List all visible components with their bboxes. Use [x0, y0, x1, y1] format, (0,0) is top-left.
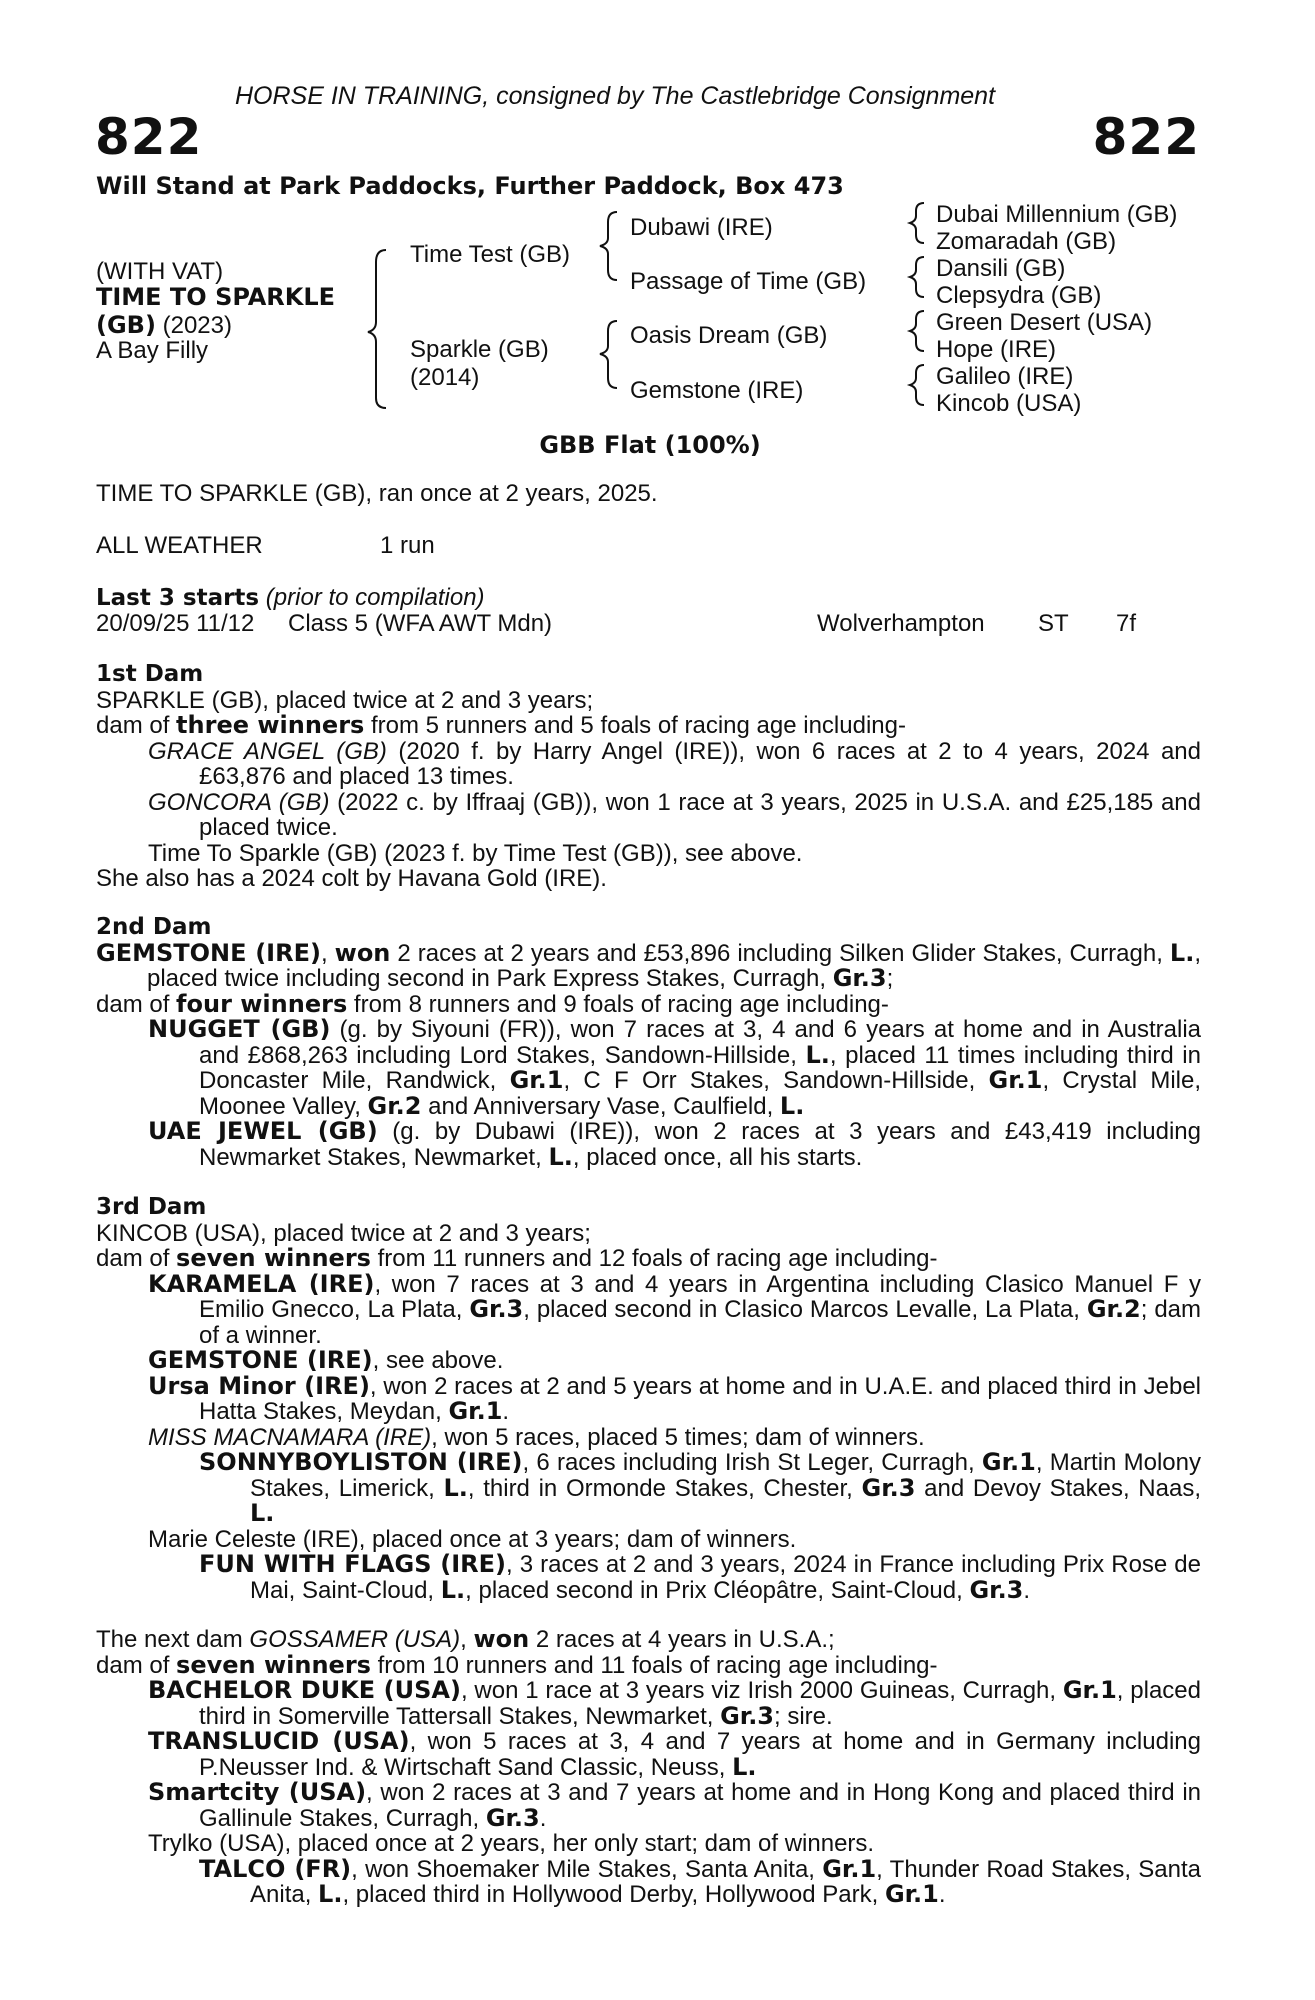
pedigree-g7: Galileo (IRE)	[936, 363, 1074, 390]
horse-country: (GB)	[96, 311, 156, 339]
brace-sire	[600, 212, 617, 280]
pedigree-sire-dam: Passage of Time (GB)	[630, 268, 867, 295]
lot-number-right: 822	[1092, 108, 1200, 166]
pedigree-g8: Kincob (USA)	[936, 390, 1082, 417]
brace-g4	[910, 365, 924, 405]
pedigree-g1: Dubai Millennium (GB)	[936, 201, 1178, 228]
pedigree-dam: Sparkle (GB)	[410, 336, 549, 363]
produce-nugget: NUGGET (GB) (g. by Siyouni (FR)), won 7 races at 3, 4 and 6 years at home and in Australia and £868,263 including Lord Stakes, Sandown-Hillside, L., placed 11 times including third in Doncaster Mile, Randwick, Gr.1, C F Orr Stakes, Sandown-Hillside, Gr.1, Crystal Mile, Moonee Valley, Gr.2 and Anniversary Vase, Caulfield, L.	[148, 1015, 1202, 1120]
next-dam-line: The next dam GOSSAMER (USA), won 2 races at 4 years in U.S.A.;	[96, 1625, 835, 1653]
record-surface: ALL WEATHER	[96, 532, 263, 559]
pedigree-dam-sire: Oasis Dream (GB)	[630, 322, 828, 349]
produce-fun-with-flags: FUN WITH FLAGS (IRE), 3 races at 2 and 3 years, 2024 in France including Prix Rose de Mai, Saint-Cloud, L., placed second in Prix Cléopâtre, Saint-Cloud, Gr.3.	[199, 1550, 1201, 1604]
first-dam-produce-line: dam of three winners from 5 runners and 5 foals of racing age including-	[96, 711, 906, 739]
next-dam-section	[96, 1627, 1201, 1908]
first-dam-line: SPARKLE (GB), placed twice at 2 and 3 years;	[96, 686, 594, 714]
pedigree-sire-sire: Dubawi (IRE)	[630, 214, 773, 241]
horse-year: (2023)	[162, 312, 232, 339]
produce-miss-macnamara: MISS MACNAMARA (IRE), won 5 races, placed 5 times; dam of winners.	[148, 1423, 925, 1451]
vat-label: (WITH VAT)	[96, 258, 224, 285]
pedigree-dam-year: (2014)	[410, 364, 480, 391]
pedigree-dam-dam: Gemstone (IRE)	[630, 377, 804, 404]
first-dam-section	[96, 662, 1201, 892]
second-dam-section	[96, 915, 1201, 1170]
pedigree-g3: Dansili (GB)	[936, 255, 1066, 282]
gbb-rating: GBB Flat (100%)	[539, 431, 761, 459]
third-dam-heading: 3rd Dam	[96, 1194, 207, 1220]
produce-talco: TALCO (FR), won Shoemaker Mile Stakes, Santa Anita, Gr.1, Thunder Road Stakes, Santa Anita, L., placed third in Hollywood Derby, Hollywood Park, Gr.1.	[199, 1854, 1201, 1908]
produce-marie-celeste: Marie Celeste (IRE), placed once at 3 years; dam of winners.	[148, 1525, 797, 1553]
last-starts-note: (prior to compilation)	[265, 584, 485, 611]
brace-g3	[910, 311, 924, 351]
produce-bachelor-duke: BACHELOR DUKE (USA), won 1 race at 3 years viz Irish 2000 Guineas, Curragh, Gr.1, placed third in Somerville Tattersall Stakes, Newmarket, Gr.3; sire.	[148, 1676, 1201, 1730]
brace-g2	[910, 257, 924, 297]
race-summary: TIME TO SPARKLE (GB), ran once at 2 years, 2025.	[96, 480, 658, 507]
record-runs: 1 run	[380, 532, 435, 559]
pedigree-g2: Zomaradah (GB)	[936, 228, 1117, 255]
produce-sonnyboyliston: SONNYBOYLISTON (IRE), 6 races including Irish St Leger, Curragh, Gr.1, Martin Molony Stakes, Limerick, L., third in Ormonde Stakes, Chester, Gr.3 and Devoy Stakes, Naas, L.	[199, 1448, 1201, 1527]
third-dam-line: KINCOB (USA), placed twice at 2 and 3 years;	[96, 1219, 591, 1247]
next-dam-produce-line: dam of seven winners from 10 runners and 11 foals of racing age including-	[96, 1650, 938, 1679]
first-dam-heading: 1st Dam	[96, 661, 204, 687]
run-distance: 7f	[1116, 610, 1137, 637]
produce-smartcity: Smartcity (USA), won 2 races at 3 and 7 years at home and in Hong Kong and placed third in Gallinule Stakes, Curragh, Gr.3.	[148, 1778, 1202, 1832]
run-date-position: 20/09/25 11/12	[96, 610, 255, 637]
last-starts-heading	[96, 585, 485, 612]
consignment-line: HORSE IN TRAINING, consigned by The Castlebridge Consignment	[235, 82, 996, 110]
second-dam-heading: 2nd Dam	[96, 914, 212, 940]
second-dam-produce-line: dam of four winners from 8 runners and 9 foals of racing age including-	[96, 989, 889, 1018]
third-dam-produce-line: dam of seven winners from 11 runners and 12 foals of racing age including-	[96, 1244, 938, 1272]
produce-uae-jewel: UAE JEWEL (GB) (g. by Dubawi (IRE)), won 2 races at 3 years and £43,419 including Newmarket Stakes, Newmarket, L., placed once, all his starts.	[148, 1117, 1202, 1171]
third-dam-section	[96, 1195, 1201, 1603]
run-race-class: Class 5 (WFA AWT Mdn)	[288, 610, 553, 637]
lot-number-left: 822	[95, 108, 203, 166]
pedigree-g6: Hope (IRE)	[936, 336, 1057, 363]
first-dam-also: She also has a 2024 colt by Havana Gold (IRE).	[96, 865, 607, 892]
pedigree-g4: Clepsydra (GB)	[936, 282, 1102, 309]
pedigree-g5: Green Desert (USA)	[936, 309, 1153, 336]
pedigree-sire: Time Test (GB)	[410, 241, 571, 268]
produce-time-to-sparkle: Time To Sparkle (GB) (2023 f. by Time Test (GB)), see above.	[148, 839, 803, 867]
produce-translucid: TRANSLUCID (USA), won 5 races at 3, 4 and 7 years at home and in Germany including P.Neusser Ind. & Wirtschaft Sand Classic, Neuss, L.	[148, 1727, 1201, 1781]
brace-dam	[600, 321, 617, 388]
produce-ursa-minor: Ursa Minor (IRE), won 2 races at 2 and 5 years at home and in U.A.E. and placed third in Jebel Hatta Stakes, Meydan, Gr.1.	[148, 1371, 1202, 1425]
produce-gemstone: GEMSTONE (IRE), see above.	[148, 1346, 504, 1374]
produce-grace-angel: GRACE ANGEL (GB) (2020 f. by Harry Angel (IRE)), won 6 races at 2 to 4 years, 2024 and £63,876 and placed 13 times.	[148, 737, 1201, 790]
run-course: Wolverhampton	[817, 610, 985, 637]
brace-main	[368, 250, 386, 408]
brace-g1	[910, 203, 924, 243]
second-dam-line: GEMSTONE (IRE), won 2 races at 2 years and £53,896 including Silken Glider Stakes, Curragh, L., placed twice including second in Park Express Stakes, Curragh, Gr.3;	[96, 938, 1201, 992]
horse-name: TIME TO SPARKLE	[96, 283, 336, 311]
stand-location: Will Stand at Park Paddocks, Further Paddock, Box 473	[96, 172, 844, 200]
last-starts-title: Last 3 starts	[96, 585, 260, 611]
produce-karamela: KARAMELA (IRE), won 7 races at 3 and 4 years in Argentina including Clasico Manuel F y Emilio Gnecco, La Plata, Gr.3, placed second in Clasico Marcos Levalle, La Plata, Gr.2; dam of a winner.	[148, 1269, 1202, 1349]
horse-description: A Bay Filly	[96, 337, 209, 364]
run-going: ST	[1038, 610, 1069, 637]
produce-goncora: GONCORA (GB) (2022 c. by Iffraaj (GB)), won 1 race at 3 years, 2025 in U.S.A. and £25,185 and placed twice.	[148, 788, 1201, 841]
produce-trylko: Trylko (USA), placed once at 2 years, her only start; dam of winners.	[148, 1830, 875, 1857]
